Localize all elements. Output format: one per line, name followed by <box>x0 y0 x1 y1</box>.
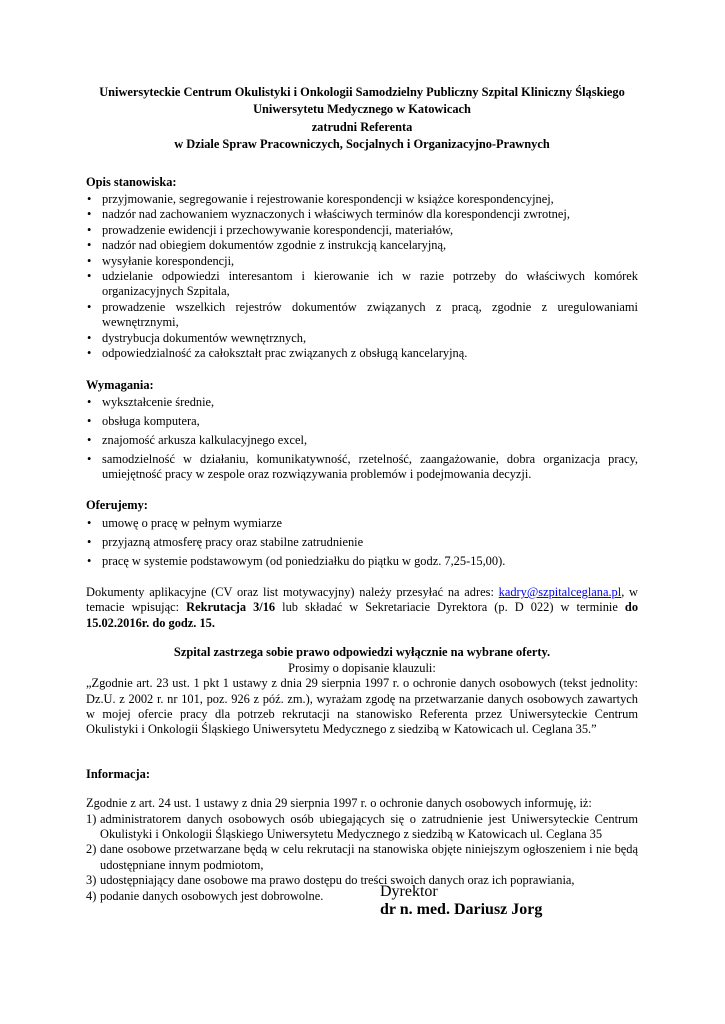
section-opis <box>86 175 638 362</box>
list-item: • pracę w systemie podstawowym (od poniedziałku do piątku w godz. 7,25-15,00). <box>86 554 638 569</box>
list-item: • przyjazną atmosferę pracy oraz stabilne zatrudnienie <box>86 535 638 550</box>
item-number: 4) <box>86 888 97 903</box>
item-number: 1) <box>86 811 97 826</box>
section-title-oferujemy: Oferujemy: <box>86 498 148 513</box>
apply-text-2: , w temacie wpisując: <box>86 585 638 615</box>
list-item: • wysyłanie korespondencji, <box>86 254 638 269</box>
apply-text-1: Dokumenty aplikacyjne (CV oraz list motywacyjny) należy przesyłać na adres: <box>86 585 499 600</box>
signature-block <box>380 883 580 919</box>
item-text: podanie danych osobowych jest dobrowolne. <box>100 888 324 903</box>
section-wymagania <box>86 378 638 483</box>
section-oferujemy <box>86 498 638 569</box>
item-number: 3) <box>86 873 97 888</box>
item-text: udostępniający dane osobowe ma prawo dostępu do treści swoich danych oraz ich poprawiania, <box>100 873 575 888</box>
list-item <box>86 842 638 873</box>
list-item: • samodzielność w działaniu, komunikatywność, rzetelność, zaangażowanie, dobra organizacja pracy, umiejętność pracy w zespole oraz rozwiązywania problemów i podejmowania decyzji. <box>86 452 638 483</box>
header-line-4: w Dziale Spraw Pracowniczych, Socjalnych i Organizacyjno-Prawnych <box>174 137 550 152</box>
document-header <box>86 84 638 154</box>
signature-role: Dyrektor <box>380 883 438 900</box>
deadline: do 15.02.2016r. do godz. 15. <box>86 600 639 630</box>
section-title-informacja: Informacja: <box>86 766 150 781</box>
list-item: • nadzór nad obiegiem dokumentów zgodnie z instrukcją kancelaryjną, <box>86 238 638 253</box>
header-line-1: Uniwersyteckie Centrum Okulistyki i Onkologii Samodzielny Publiczny Szpital Kliniczny Śląskiego <box>99 85 625 99</box>
consent-clause: „Zgodnie art. 23 ust. 1 pkt 1 ustawy z dnia 29 sierpnia 1997 r. o ochronie danych osobowych (tekst jednolity: Dz.U. z 2002 r. nr 101, poz. 926 z póź. zm.), wyrażam zgodę na przetwarzanie danych osobowych zawartych w mojej ofercie pracy dla potrzeb rekrutacji na stanowisko Referenta przez Uniwersyteckie Centrum Okulistyki i Onkologii Śląskiego Uniwersytetu Medycznego z siedzibą w Katowicach ul. Ceglana 35.” <box>86 676 638 737</box>
header-line-2: Uniwersytetu Medycznego w Katowicach <box>253 102 471 117</box>
section-title-wymagania: Wymagania: <box>86 377 154 392</box>
item-number: 2) <box>86 842 97 857</box>
list-item: • prowadzenie ewidencji i przechowywanie korespondencji, materiałów, <box>86 223 638 238</box>
list-item: • dystrybucja dokumentów wewnętrznych, <box>86 331 638 346</box>
list-item: • nadzór nad zachowaniem wyznaczonych i właściwych terminów dla korespondencji zwrotnej, <box>86 207 638 222</box>
item-text: dane osobowe przetwarzane będą w celu rekrutacji na stanowiska objęte niniejszym ogłoszeniem i nie będą udostępniane innym podmiotom, <box>100 842 638 872</box>
opis-list <box>86 192 638 361</box>
list-item <box>86 812 638 843</box>
recruitment-ref: Rekrutacja 3/16 <box>186 600 276 615</box>
clause-request: Prosimy o dopisanie klauzuli: <box>288 660 436 675</box>
list-item: • udzielanie odpowiedzi interesantom i kierowanie ich w razie potrzeby do właściwych komórek organizacyjnych Szpitala, <box>86 269 638 300</box>
list-item: • prowadzenie wszelkich rejestrów dokumentów związanych z pracą, zgodnie z uregulowaniami wewnętrznymi, <box>86 300 638 331</box>
list-item: • odpowiedzialność za całokształt prac związanych z obsługą kancelaryjną. <box>86 346 638 361</box>
application-instructions <box>86 585 638 631</box>
reserve-notice: Szpital zastrzega sobie prawo odpowiedzi wyłącznie na wybrane oferty. <box>173 645 551 660</box>
list-item: • umowę o pracę w pełnym wymiarze <box>86 516 638 531</box>
section-title-opis: Opis stanowiska: <box>86 174 177 189</box>
informacja-intro: Zgodnie z art. 24 ust. 1 ustawy z dnia 29 sierpnia 1997 r. o ochronie danych osobowych informuję, iż: <box>86 796 592 811</box>
list-item: • wykształcenie średnie, <box>86 395 638 410</box>
email-link[interactable]: kadry@szpitalceglana.pl <box>498 585 622 600</box>
apply-text-3: lub składać w Sekretariacie Dyrektora (p. D 022) w terminie <box>275 600 625 615</box>
list-item: • przyjmowanie, segregowanie i rejestrowanie korespondencji w książce korespondencyjnej, <box>86 192 638 207</box>
signature-name: dr n. med. Dariusz Jorg <box>380 901 543 918</box>
header-line-3: zatrudni Referenta <box>311 119 413 134</box>
list-item: • obsługa komputera, <box>86 414 638 429</box>
document-page <box>86 84 638 904</box>
list-item: • znajomość arkusza kalkulacyjnego excel, <box>86 433 638 448</box>
oferujemy-list <box>86 516 638 569</box>
wymagania-list <box>86 395 638 483</box>
item-text: administratorem danych osobowych osób ubiegających się o zatrudnienie jest Uniwersyteckie Centrum Okulistyki i Onkologii Śląskiego Uniwersytetu Medycznego z siedzibą w Katowicach ul. Ceglana 35 <box>100 811 638 841</box>
